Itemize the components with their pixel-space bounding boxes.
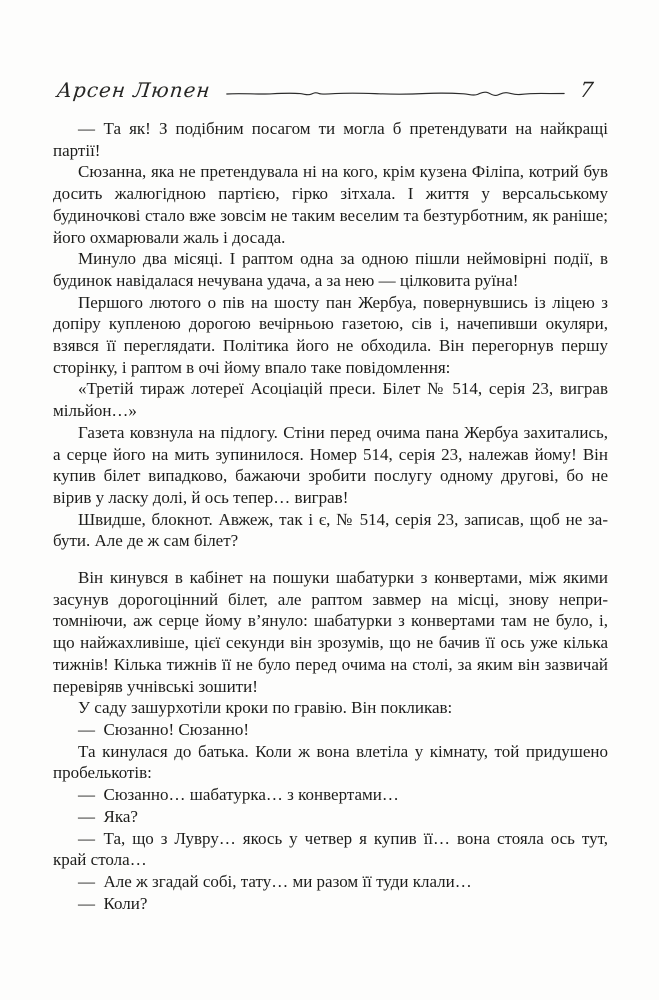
dialogue-line: — Сюзанно! Сюзанно! [78, 719, 250, 739]
dialogue-line: — Сюзанно… шабатурка… з конвертами… [78, 785, 399, 805]
paragraph: Сюзанна, яка не претендувала ні на кого, крім кузена Філіпа, котрий був досить жалюгідною партією, гірко зітхала. І життя у версальському будиночкові стало вже зовсім не таким веселим та безтурботним, як раніше; його охмарювали жаль і досада. [53, 162, 608, 247]
running-head [57, 74, 593, 106]
page-body [53, 118, 608, 914]
dialogue-line: — Коли? [78, 893, 148, 913]
running-title: Арсен Люпен [55, 78, 212, 102]
paragraph: Газета ковзнула на підлогу. Стіни перед очима пана Жербуа захитались, а серце його на мить зупинилося. Номер 514, серія 23, належав йому! Він купив білет випадково, бажаючи зробити послугу одному другові, бо не вірив у ласку долі, й ось тепер… виграв! [53, 422, 608, 507]
paragraph: Минуло два місяці. І раптом одна за одною пішли неймовірні події, в будинок навідалася нечувана удача, а за нею — цілковита руїна! [53, 249, 608, 290]
paragraph: Швидше, блокнот. Авжеж, так і є, № 514, серія 23, записав, щоб не забути. Але де ж сам білет? [53, 509, 608, 551]
dialogue-line: — Та як! З подібним посагом ти могла б претендувати на найкращі партії! [53, 119, 608, 160]
dialogue-line: — Яка? [78, 806, 138, 826]
paragraph: Він кинувся в кабінет на пошуки шабатурки з конвертами, між якими засунув дорогоцінний білет, але раптом завмер на місці, знову непритомніючи, аж серце йому в’януло: шабатурки з конвертами там не було, і, що найжахливіше, цієї секунди він зрозумів, що не бачив її ось уже кілька тижнів! Кілька тижнів її не було перед очима на столі, за яким він зазвичай перевіряв учнівські зошити! [53, 568, 608, 696]
dialogue-line: — Та, що з Лувру… якось у четвер я купив її… вона стояла ось тут, край стола… [53, 828, 608, 870]
paragraph: «Третій тираж лотереї Асоціацій преси. Білет № 514, серія 23, виграв мільйон…» [53, 379, 608, 421]
paragraph: Та кинулася до батька. Коли ж вона влетіла у кімнату, той придушено пробелькотів: [53, 741, 608, 783]
paragraph: Першого лютого о пів на шосту пан Жербуа, повернувшись із ліцею з допіру купленою дорогою вечірньою газетою, сів і, начепивши окуляри, взявся її переглядати. Політика його не обходила. Він перегорнув першу сторінку, і раптом в очі йому впало таке повідомлення: [53, 292, 608, 377]
header-flourish-line [225, 85, 566, 101]
dialogue-line: — Але ж згадай собі, тату… ми разом її туди клали… [78, 871, 472, 891]
page-number: 7 [578, 78, 595, 102]
paragraph: У саду зашурхотіли кроки по гравію. Він покликав: [78, 698, 453, 718]
